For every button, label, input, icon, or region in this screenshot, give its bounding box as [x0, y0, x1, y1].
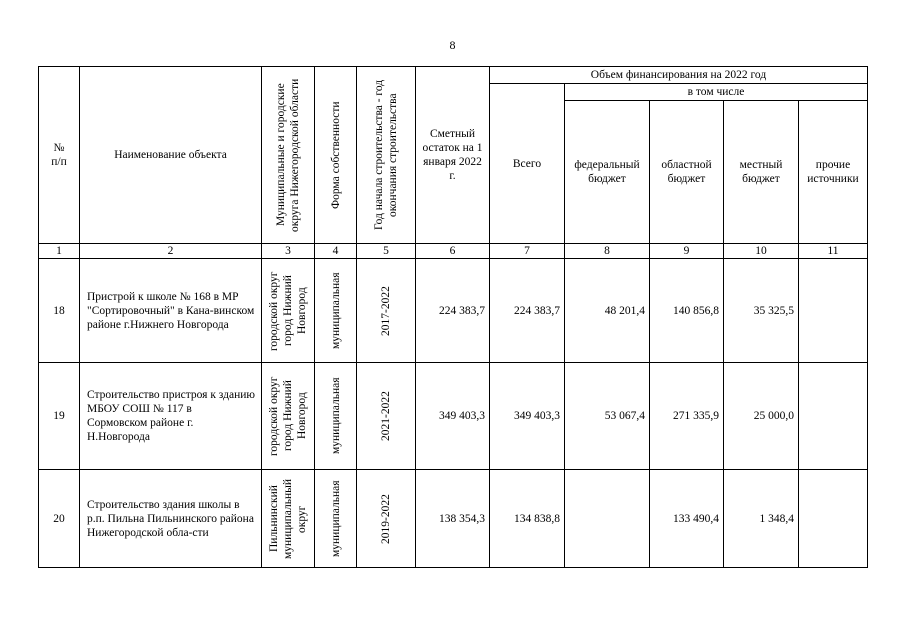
row-remainder: 138 354,3	[416, 470, 490, 568]
row-years: 2017-2022	[380, 285, 392, 336]
row-municipality: городской округ город Нижний Новгород	[268, 376, 308, 456]
header-municipality	[262, 67, 315, 244]
header-federal-text: федеральный бюджет	[574, 159, 640, 185]
header-including-text: в том числе	[687, 86, 745, 98]
column-number: 5	[357, 244, 416, 259]
column-number-row	[39, 244, 868, 259]
header-regional-text: областной бюджет	[661, 159, 712, 185]
row-other	[799, 363, 868, 470]
row-federal: 48 201,4	[565, 259, 650, 363]
header-years	[357, 67, 416, 244]
row-num: 20	[39, 470, 80, 568]
header-ownership	[315, 67, 357, 244]
construction-funding-table	[38, 66, 868, 568]
column-number: 7	[490, 244, 565, 259]
header-total	[490, 84, 565, 244]
column-number: 8	[565, 244, 650, 259]
row-local: 25 000,0	[724, 363, 799, 470]
header-remainder-text: Сметный остаток на 1 января 2022 г.	[422, 128, 483, 182]
row-regional: 140 856,8	[650, 259, 724, 363]
table-row	[39, 259, 868, 363]
header-including	[565, 84, 868, 101]
row-total: 224 383,7	[490, 259, 565, 363]
row-num: 18	[39, 259, 80, 363]
table-row	[39, 470, 868, 568]
header-other-text: прочие источники	[807, 159, 859, 185]
header-other	[799, 101, 868, 244]
header-ownership-text: Форма собственности	[329, 101, 342, 209]
row-remainder: 349 403,3	[416, 363, 490, 470]
header-municipality-text: Муниципальные и городские округа Нижегородской области	[275, 78, 301, 232]
header-regional	[650, 101, 724, 244]
row-years-cell	[357, 470, 416, 568]
header-local	[724, 101, 799, 244]
row-name: Строительство пристроя к зданию МБОУ СОШ № 117 в Сормовском районе г. Н.Новгорода	[80, 363, 262, 470]
column-number: 4	[315, 244, 357, 259]
row-federal	[565, 470, 650, 568]
column-number: 10	[724, 244, 799, 259]
header-num	[39, 67, 80, 244]
row-other	[799, 259, 868, 363]
page-number: 8	[449, 38, 456, 52]
row-regional: 133 490,4	[650, 470, 724, 568]
row-other	[799, 470, 868, 568]
header-name-text: Наименование объекта	[114, 149, 227, 161]
row-ownership-cell	[315, 470, 357, 568]
row-total: 134 838,8	[490, 470, 565, 568]
row-years: 2019-2022	[380, 493, 392, 544]
header-local-text: местный бюджет	[739, 159, 783, 185]
header-federal	[565, 101, 650, 244]
row-municipality: Пильнинский муниципальный округ	[268, 478, 308, 559]
row-regional: 271 335,9	[650, 363, 724, 470]
column-number: 6	[416, 244, 490, 259]
column-number: 9	[650, 244, 724, 259]
header-remainder	[416, 67, 490, 244]
header-years-text: Год начала строительства - год окончания строительства	[373, 79, 399, 231]
row-years: 2021-2022	[380, 391, 392, 441]
row-ownership: муниципальная	[329, 272, 342, 349]
header-funding-group	[490, 67, 868, 84]
row-name: Строительство здания школы в р.п. Пильна Пильнинского района Нижегородской обла-сти	[80, 470, 262, 568]
row-total: 349 403,3	[490, 363, 565, 470]
row-municipality: городской округ город Нижний Новгород	[268, 270, 308, 351]
table-row	[39, 363, 868, 470]
row-local: 1 348,4	[724, 470, 799, 568]
row-years-cell	[357, 259, 416, 363]
row-years-cell	[357, 363, 416, 470]
row-remainder: 224 383,7	[416, 259, 490, 363]
column-number: 1	[39, 244, 80, 259]
header-name	[80, 67, 262, 244]
column-number: 3	[262, 244, 315, 259]
row-ownership-cell	[315, 363, 357, 470]
header-total-text: Всего	[512, 157, 542, 170]
header-num-text: № п/п	[51, 142, 67, 168]
row-ownership: муниципальная	[329, 480, 342, 557]
row-local: 35 325,5	[724, 259, 799, 363]
row-federal: 53 067,4	[565, 363, 650, 470]
row-municipality-cell	[262, 470, 315, 568]
row-municipality-cell	[262, 259, 315, 363]
row-ownership-cell	[315, 259, 357, 363]
row-municipality-cell	[262, 363, 315, 470]
column-number: 11	[799, 244, 868, 259]
column-number: 2	[80, 244, 262, 259]
row-ownership: муниципальная	[329, 377, 342, 455]
row-name: Пристрой к школе № 168 в МР "Сортировочный" в Кана-винском районе г.Нижнего Новгорода	[80, 259, 262, 363]
header-funding-group-text: Объем финансирования на 2022 год	[590, 69, 767, 81]
row-num: 19	[39, 363, 80, 470]
